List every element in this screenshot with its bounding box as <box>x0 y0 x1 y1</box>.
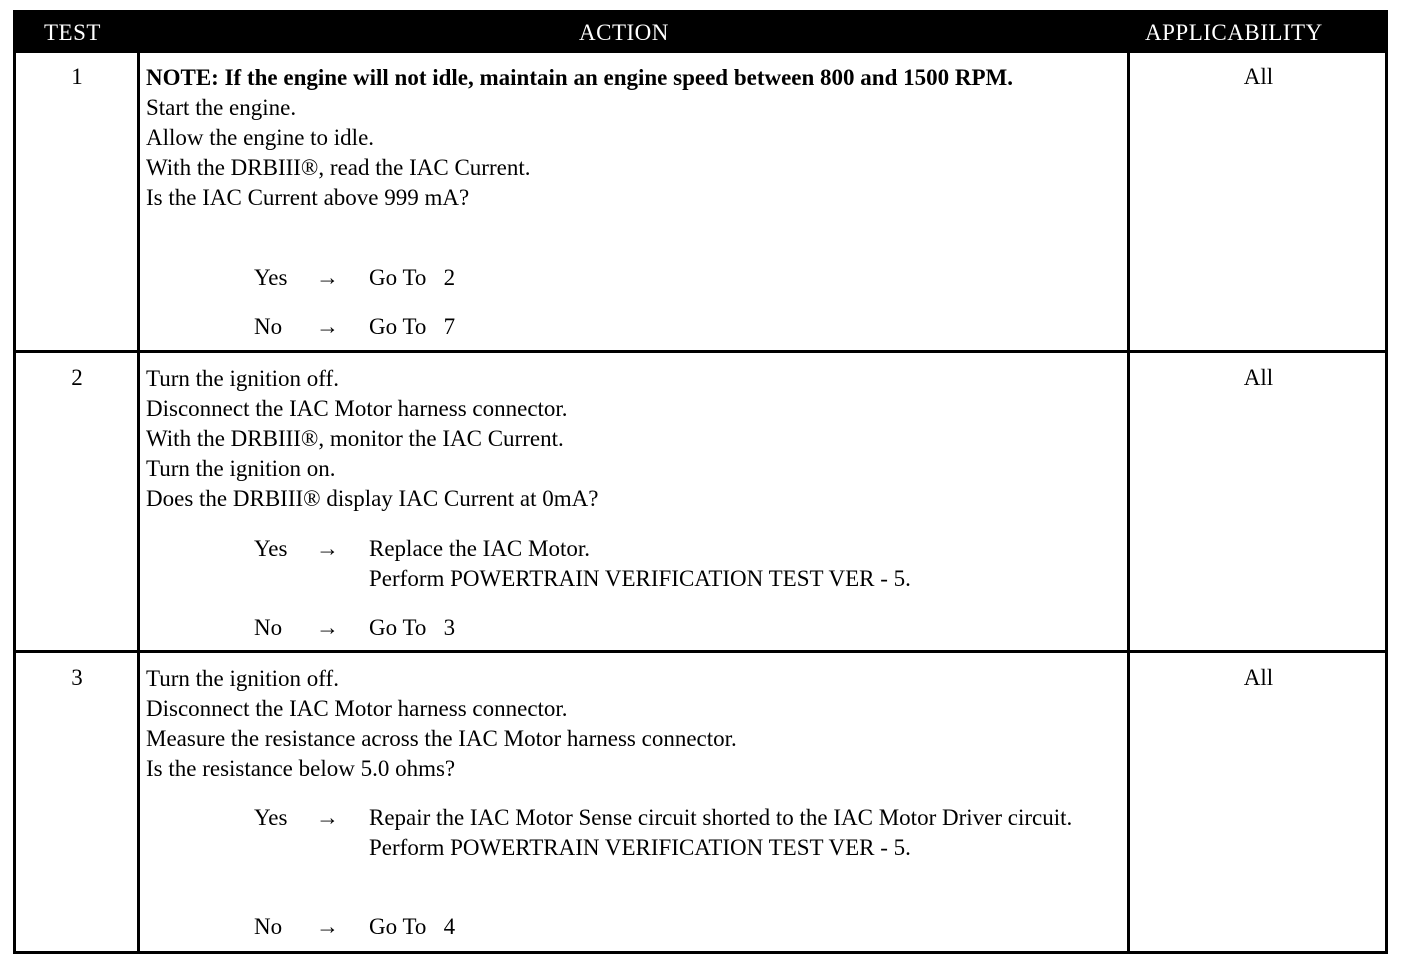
step-text: Start the engine. <box>146 95 297 120</box>
row-divider <box>16 350 1385 353</box>
arrow-icon: → <box>316 805 339 830</box>
action-text <box>146 664 1126 784</box>
response-label: Yes <box>254 265 288 290</box>
step-text: Disconnect the IAC Motor harness connector. <box>146 396 568 421</box>
row-divider <box>16 650 1385 653</box>
applicability-value: All <box>1243 64 1274 89</box>
column-divider <box>1127 53 1130 951</box>
step-text: With the DRBIII®, monitor the IAC Current. <box>146 426 564 451</box>
response-text: Repair the IAC Motor Sense circuit shorted to the IAC Motor Driver circuit. Perform POWERTRAIN VERIFICATION TEST VER - 5. <box>369 805 1073 860</box>
response-label: Yes <box>254 805 288 830</box>
response-label: No <box>254 615 283 640</box>
response-text: Go To 3 <box>369 615 456 640</box>
step-text: Does the DRBIII® display IAC Current at 0mA? <box>146 486 599 511</box>
response-label: No <box>254 314 283 339</box>
header-applicability: APPLICABILITY <box>1145 20 1323 45</box>
response-text: Replace the IAC Motor. Perform POWERTRAIN VERIFICATION TEST VER - 5. <box>369 536 911 591</box>
test-number: 2 <box>71 365 83 390</box>
response-text: Go To 2 <box>369 265 456 290</box>
step-text: With the DRBIII®, read the IAC Current. <box>146 155 531 180</box>
response-text: Go To 4 <box>369 914 456 939</box>
table-header <box>16 13 1385 53</box>
action-text <box>146 364 1126 514</box>
response-label: Yes <box>254 536 288 561</box>
test-number: 3 <box>71 665 83 690</box>
note-text: NOTE: If the engine will not idle, maintain an engine speed between 800 and 1500 RPM. <box>146 65 1014 90</box>
step-text: Disconnect the IAC Motor harness connector. <box>146 696 568 721</box>
step-text: Allow the engine to idle. <box>146 125 375 150</box>
step-text: Is the resistance below 5.0 ohms? <box>146 756 456 781</box>
arrow-icon: → <box>316 536 339 561</box>
response-text: Go To 7 <box>369 314 456 339</box>
arrow-icon: → <box>316 615 339 640</box>
arrow-icon: → <box>316 265 339 290</box>
applicability-value: All <box>1243 365 1274 390</box>
step-text: Turn the ignition off. <box>146 366 339 391</box>
step-text: Is the IAC Current above 999 mA? <box>146 185 470 210</box>
step-text: Measure the resistance across the IAC Motor harness connector. <box>146 726 737 751</box>
diagnostic-test-table <box>13 10 1388 954</box>
response-label: No <box>254 914 283 939</box>
action-text <box>146 63 1126 213</box>
step-text: Turn the ignition off. <box>146 666 339 691</box>
step-text: Turn the ignition on. <box>146 456 336 481</box>
applicability-value: All <box>1243 665 1274 690</box>
header-action: ACTION <box>579 20 669 45</box>
arrow-icon: → <box>316 914 339 939</box>
column-divider <box>137 53 140 951</box>
arrow-icon: → <box>316 314 339 339</box>
test-number: 1 <box>71 64 83 89</box>
header-test: TEST <box>44 20 101 45</box>
